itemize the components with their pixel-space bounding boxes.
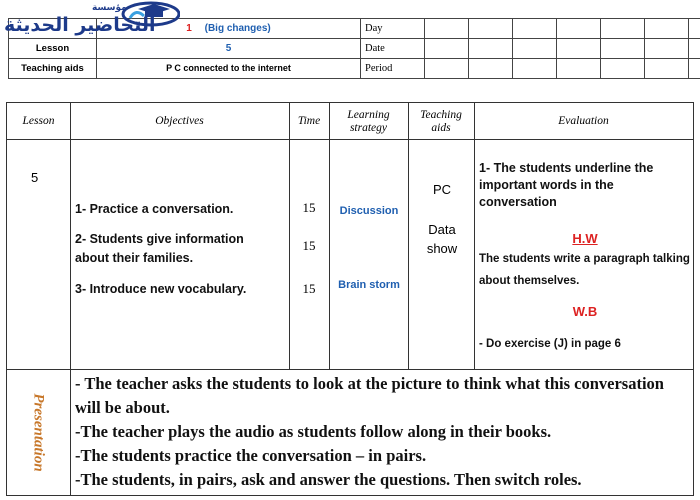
period-slot <box>513 59 557 79</box>
objective-item: 1- Practice a conversation. <box>75 202 234 216</box>
aids-value: P C connected to the internet <box>166 63 291 73</box>
wb-label: W.B <box>572 304 598 319</box>
unit-number: 1 <box>186 23 192 34</box>
col-strategy-line1: Learning <box>347 108 390 121</box>
date-slot <box>513 39 557 59</box>
logo <box>0 0 180 42</box>
logo-title: التحاضير الحديثة <box>4 14 156 36</box>
objective-item: 2- Students give information about their families. <box>75 232 244 265</box>
lesson-label: Lesson <box>9 39 97 59</box>
aid-item: PC <box>432 182 452 197</box>
col-aids-line2: aids <box>431 121 451 134</box>
strategy-item: Discussion <box>339 205 399 217</box>
date-slot <box>689 39 700 59</box>
col-strategy <box>329 103 408 140</box>
date-slot <box>425 39 469 59</box>
period-slot <box>689 59 700 79</box>
aids-label: Teaching aids <box>9 59 97 79</box>
col-aids-line1: Teaching <box>420 108 462 121</box>
day-slot <box>689 19 700 39</box>
column-header-row <box>7 103 693 140</box>
logo-subtitle: مؤسسة <box>92 3 127 13</box>
day-slot <box>557 19 601 39</box>
day-slot <box>645 19 689 39</box>
hw-label: H.W <box>572 231 598 246</box>
unit-title: (Big changes) <box>204 23 271 34</box>
col-aids <box>408 103 474 140</box>
day-slot <box>513 19 557 39</box>
presentation-line: -The students, in pairs, ask and answer the questions. Then switch roles. <box>75 470 582 489</box>
hw-text: The students write a paragraph talking about themselves. <box>479 253 690 287</box>
presentation-line: - The teacher asks the students to look at the picture to think what this conversation will be about. <box>75 374 664 417</box>
date-slot <box>601 39 645 59</box>
lesson-number: 5 <box>225 43 232 54</box>
day-slot <box>601 19 645 39</box>
col-objectives: Objectives <box>155 115 204 127</box>
period-label: Period <box>361 59 425 79</box>
evaluation-item: 1- The students underline the important words in the conversation <box>479 161 654 209</box>
lesson-body-row <box>7 140 693 370</box>
col-strategy-line2: strategy <box>349 121 388 134</box>
day-label: Day <box>361 19 425 39</box>
presentation-row <box>7 370 693 495</box>
col-evaluation: Evaluation <box>558 115 609 127</box>
period-slot <box>557 59 601 79</box>
date-slot <box>469 39 513 59</box>
presentation-text <box>75 372 691 492</box>
presentation-line: -The teacher plays the audio as students follow along in their books. <box>75 422 552 441</box>
wb-text: - Do exercise (J) in page 6 <box>479 338 621 350</box>
period-slot <box>425 59 469 79</box>
date-slot <box>557 39 601 59</box>
presentation-line: -The students practice the conversation – in pairs. <box>75 446 427 465</box>
period-slot <box>469 59 513 79</box>
time-value: 15 <box>302 281 316 296</box>
time-value: 15 <box>302 238 316 253</box>
objective-item: 3- Introduce new vocabulary. <box>75 282 247 296</box>
date-slot <box>645 39 689 59</box>
aid-item: Data show <box>426 222 458 256</box>
lesson-plan-table <box>6 102 694 496</box>
col-time: Time <box>297 115 321 127</box>
strategy-item: Brain storm <box>338 279 400 291</box>
presentation-label: Presentation <box>31 393 47 472</box>
lesson-value: 5 <box>31 170 39 185</box>
day-slot <box>425 19 469 39</box>
day-slot <box>469 19 513 39</box>
period-slot <box>601 59 645 79</box>
col-lesson: Lesson <box>22 115 55 127</box>
date-label: Date <box>361 39 425 59</box>
period-slot <box>645 59 689 79</box>
time-value: 15 <box>302 200 316 215</box>
presentation-label-cell <box>7 370 70 495</box>
